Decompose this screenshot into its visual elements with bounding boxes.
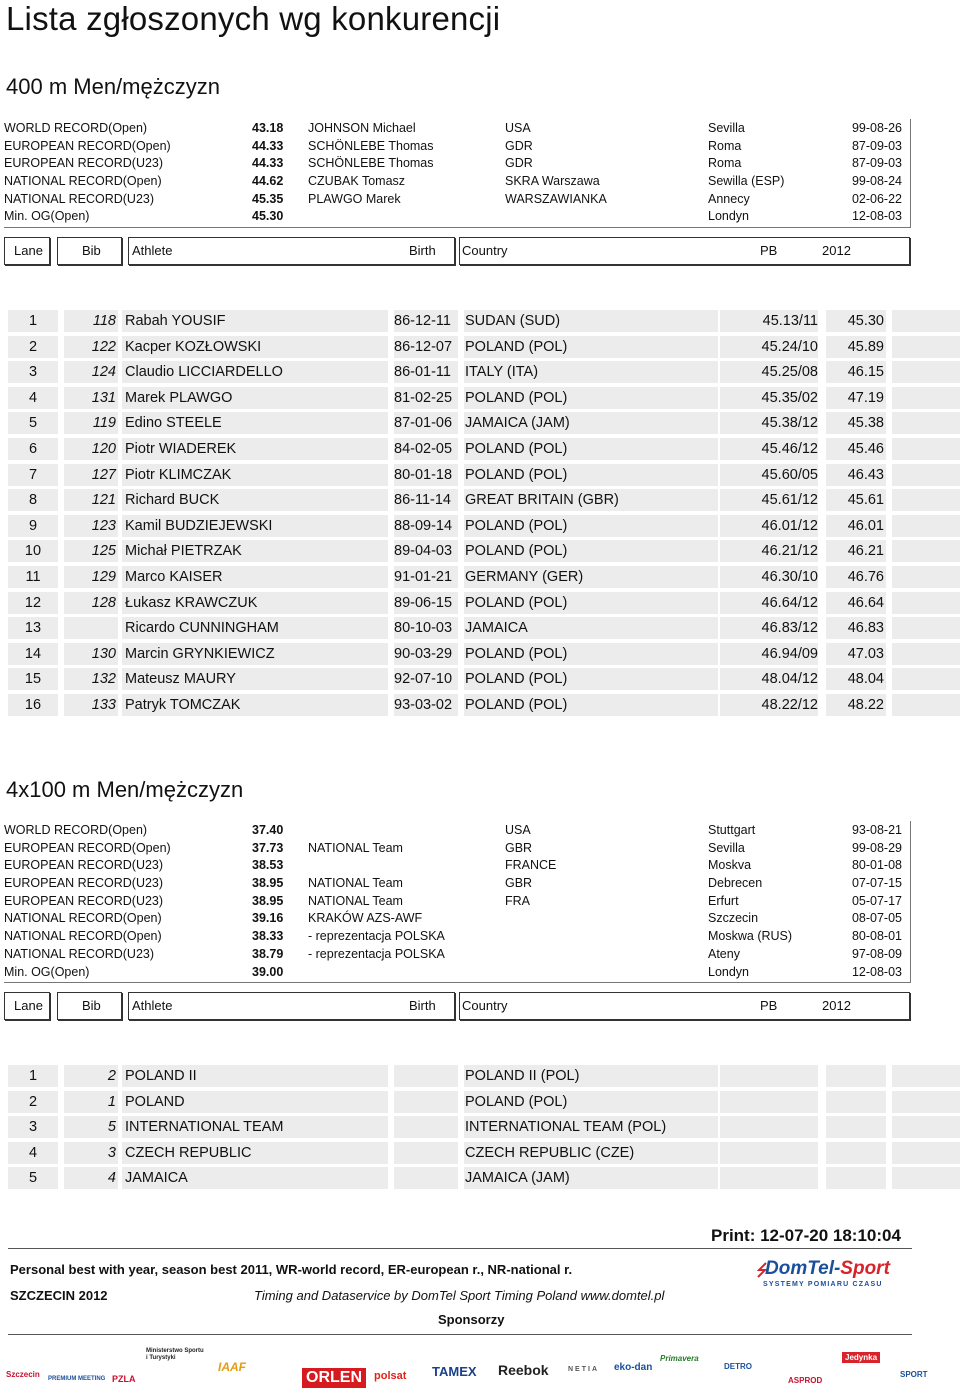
section-title-400m: 400 m Men/mężczyzn: [6, 74, 220, 99]
cell-lane: 10: [24, 543, 42, 560]
cell-sb: 47.19: [847, 389, 884, 406]
table-row: [8, 411, 960, 437]
cell-birth: 86-01-11: [394, 364, 451, 381]
record-row: Min. OG(Open) 39.00 Londyn 12-08-03: [4, 964, 902, 979]
sponsor-logo: Ministerstwo Sportu i Turystyki: [146, 1348, 204, 1361]
cell-sb: [828, 1142, 884, 1164]
cell-birth: 86-11-14: [394, 492, 451, 509]
table-row: [8, 591, 960, 617]
cell-pb: 45.46/12: [761, 440, 818, 457]
record-row: EUROPEAN RECORD(U23) 38.95 NATIONAL Team GBR Debrecen 07-07-15: [4, 876, 902, 891]
cell-name: Marco KAISER: [125, 568, 223, 585]
cell-pb: [720, 1065, 818, 1087]
cell-pb: [720, 1091, 818, 1113]
print-timestamp: Print: 12-07-20 18:10:04: [711, 1226, 901, 1245]
cell-country: JAMAICA (JAM): [465, 415, 570, 432]
cell-country: GERMANY (GER): [465, 568, 584, 585]
cell-lane: 3: [28, 364, 38, 381]
table-row: [8, 616, 960, 642]
cell-sb: [828, 1065, 884, 1087]
cell-sb: 45.61: [847, 492, 884, 509]
cell-lane: 5: [28, 415, 38, 432]
cell-bib: 1: [107, 1093, 116, 1110]
header-bib: Bib: [57, 237, 122, 265]
cell-birth: 80-01-18: [394, 466, 453, 483]
timing-credit: Timing and Dataservice by DomTel Sport Timing Poland www.domtel.pl: [254, 1288, 665, 1303]
cell-birth: 91-01-21: [394, 568, 453, 585]
record-row: NATIONAL RECORD(U23) 38.79 - reprezentacja POLSKA Ateny 97-08-09: [4, 946, 902, 961]
cell-pb: [720, 1142, 818, 1164]
cell-sb: 46.83: [847, 620, 884, 637]
sponsor-logo: Szczecin: [6, 1370, 40, 1379]
cell-birth: 89-06-15: [394, 594, 453, 611]
sponsor-logo: NETIA: [568, 1366, 599, 1373]
cell-sb: 45.30: [847, 313, 884, 329]
cell-sb: 46.01: [847, 517, 884, 534]
cell-name: Kacper KOZŁOWSKI: [125, 338, 262, 355]
table-row: [8, 463, 960, 489]
table-row: [8, 386, 960, 412]
cell-name: Kamil BUDZIEJEWSKI: [125, 517, 273, 534]
cell-lane: 8: [28, 492, 38, 509]
record-row: NATIONAL RECORD(Open) 38.33 - reprezentacja POLSKA Moskwa (RUS) 80-08-01: [4, 929, 902, 944]
sponsor-logo: SPORT: [900, 1370, 928, 1379]
sponsor-logo: PZLA: [112, 1374, 136, 1384]
footer-divider: [8, 1248, 912, 1249]
cell-sb: [828, 1167, 884, 1189]
cell-country: POLAND (POL): [465, 645, 568, 662]
cell-pb: 46.64/12: [761, 594, 818, 611]
cell-country: POLAND (POL): [465, 466, 568, 483]
cell-sb: 46.64: [847, 594, 884, 611]
cell-name: POLAND: [125, 1093, 185, 1110]
record-row: WORLD RECORD(Open) 43.18 JOHNSON Michael USA Sevilla 99-08-26: [4, 121, 902, 135]
header-bib: Bib: [57, 992, 122, 1020]
cell-name: POLAND II: [125, 1068, 197, 1084]
table-row: [8, 360, 960, 386]
cell-birth: 81-02-25: [394, 389, 453, 406]
cell-name: Edino STEELE: [125, 415, 222, 432]
record-row: EUROPEAN RECORD(U23) 38.95 NATIONAL Team FRA Erfurt 05-07-17: [4, 893, 902, 908]
record-row: NATIONAL RECORD(Open) 39.16 KRAKÓW AZS-AWF Szczecin 08-07-05: [4, 911, 902, 926]
cell-bib: 2: [107, 1068, 116, 1084]
entries-table-400m: [8, 309, 960, 719]
table-row: [8, 309, 960, 335]
cell-lane: 2: [28, 338, 38, 355]
cell-country: POLAND (POL): [465, 696, 568, 713]
cell-birth: 89-04-03: [394, 543, 453, 560]
cell-country: POLAND (POL): [465, 517, 568, 534]
sponsor-logo: IAAF: [218, 1360, 246, 1374]
cell-country: POLAND (POL): [465, 440, 568, 457]
sponsor-logo: ORLEN: [302, 1368, 366, 1388]
cell-sb: [828, 1116, 884, 1138]
cell-bib: 130: [91, 645, 116, 662]
sponsor-logo: DETRO: [724, 1362, 752, 1371]
table-row: [8, 1090, 960, 1116]
cell-lane: 9: [28, 517, 38, 534]
cell-pb: 45.25/08: [761, 364, 818, 381]
cell-name: Richard BUCK: [125, 492, 220, 509]
cell-name: JAMAICA: [125, 1170, 188, 1187]
header-athlete-birth: Athlete Birth: [128, 237, 455, 265]
cell-country: POLAND (POL): [465, 1093, 568, 1110]
cell-pb: 46.01/12: [761, 517, 818, 534]
column-header-4x100m: [4, 992, 910, 1018]
cell-sb: 46.15: [847, 364, 884, 381]
sponsors-label: Sponsorzy: [438, 1312, 505, 1327]
record-row: NATIONAL RECORD(Open) 44.62 CZUBAK Tomasz SKRA Warszawa Sewilla (ESP) 99-08-24: [4, 174, 902, 189]
cell-birth: 88-09-14: [394, 517, 453, 534]
sponsor-logo: Primavera: [660, 1354, 699, 1363]
cell-lane: 14: [24, 645, 42, 662]
cell-pb: 45.38/12: [761, 415, 818, 432]
cell-birth: 84-02-05: [394, 440, 453, 457]
cell-country: ITALY (ITA): [465, 364, 539, 381]
header-country-pb: Country PB 2012: [459, 237, 910, 265]
cell-birth: 92-07-10: [394, 671, 453, 688]
cell-name: Marek PLAWGO: [125, 389, 233, 406]
cell-bib: 118: [92, 313, 116, 329]
cell-name: CZECH REPUBLIC: [125, 1144, 252, 1161]
cell-name: Mateusz MAURY: [125, 671, 236, 688]
table-row: [8, 335, 960, 361]
table-row: [8, 437, 960, 463]
cell-lane: 16: [24, 696, 42, 713]
cell-sb: 45.46: [847, 440, 884, 457]
cell-country: JAMAICA (JAM): [465, 1170, 570, 1187]
cell-name: Claudio LICCIARDELLO: [125, 364, 283, 381]
cell-bib: 125: [91, 543, 116, 560]
cell-sb: 46.76: [847, 568, 884, 585]
cell-sb: [828, 1091, 884, 1113]
cell-bib: 131: [91, 389, 116, 406]
cell-birth: 86-12-11: [394, 313, 451, 329]
sponsor-logo: eko-dan: [614, 1362, 653, 1373]
cell-bib: 123: [91, 517, 116, 534]
record-row: EUROPEAN RECORD(U23) 44.33 SCHÖNLEBE Thomas GDR Roma 87-09-03: [4, 156, 902, 171]
cell-lane: 1: [28, 313, 38, 329]
sponsor-logo: ASPROD: [788, 1376, 823, 1385]
table-row: [8, 488, 960, 514]
cell-pb: [720, 1167, 818, 1189]
cell-sb: 46.43: [847, 466, 884, 483]
cell-name: Patryk TOMCZAK: [125, 696, 241, 713]
entries-table-4x100m: [8, 1064, 960, 1192]
footer-divider: [8, 1334, 912, 1335]
page-title: Lista zgłoszonych wg konkurencji: [6, 0, 501, 37]
cell-sb: 45.89: [847, 338, 884, 355]
header-athlete-birth: Athlete Birth: [128, 992, 455, 1020]
cell-sb: 48.22: [847, 696, 884, 713]
record-row: Min. OG(Open) 45.30 Londyn 12-08-03: [4, 209, 902, 224]
cell-bib: 4: [107, 1170, 116, 1187]
cell-country: CZECH REPUBLIC (CZE): [465, 1144, 635, 1161]
cell-lane: 1: [28, 1068, 38, 1084]
cell-pb: 45.24/10: [761, 338, 818, 355]
cell-bib: 128: [91, 594, 116, 611]
header-lane: Lane: [4, 237, 50, 265]
cell-sb: 47.03: [847, 645, 884, 662]
table-row: [8, 693, 960, 719]
cell-pb: [720, 1116, 818, 1138]
cell-sb: 45.38: [847, 415, 884, 432]
cell-bib: 124: [91, 364, 116, 381]
cell-name: Łukasz KRAWCZUK: [125, 594, 258, 611]
table-row: [8, 667, 960, 693]
cell-name: Rabah YOUSIF: [125, 313, 226, 329]
cell-birth: 93-03-02: [394, 696, 453, 713]
cell-pb: 45.60/05: [761, 466, 818, 483]
cell-pb: 48.22/12: [761, 696, 818, 713]
cell-country: POLAND (POL): [465, 338, 568, 355]
cell-birth: 86-12-07: [394, 338, 453, 355]
cell-pb: 46.94/09: [761, 645, 818, 662]
cell-lane: 4: [28, 1144, 38, 1161]
cell-pb: 46.21/12: [761, 543, 818, 560]
cell-sb: 46.21: [847, 543, 884, 560]
cell-pb: 46.83/12: [761, 620, 818, 637]
cell-pb: 45.35/02: [761, 389, 818, 406]
cell-lane: 11: [25, 568, 41, 585]
cell-country: INTERNATIONAL TEAM (POL): [465, 1119, 667, 1136]
cell-pb: 45.13/11: [762, 313, 818, 329]
cell-bib: 120: [91, 440, 116, 457]
cell-birth: 80-10-03: [394, 620, 453, 637]
sponsor-logo: Reebok: [498, 1362, 549, 1378]
cell-name: Marcin GRYNKIEWICZ: [125, 645, 275, 662]
table-row: [8, 514, 960, 540]
cell-lane: 5: [28, 1170, 38, 1187]
cell-lane: 15: [24, 671, 42, 688]
sponsor-logos: [0, 1340, 960, 1396]
legend-text: Personal best with year, season best 2011, WR-world record, ER-european r., NR-national r.: [10, 1262, 573, 1277]
record-row: EUROPEAN RECORD(U23) 38.53 FRANCE Moskva 80-01-08: [4, 858, 902, 873]
cell-pb: 48.04/12: [761, 671, 818, 688]
event-city: SZCZECIN 2012: [10, 1288, 108, 1303]
cell-pb: 45.61/12: [761, 492, 818, 509]
cell-bib: 3: [107, 1144, 116, 1161]
domtel-logo: DomTel-Sport SYSTEMY POMIARU CZASU: [757, 1258, 905, 1294]
cell-name: Piotr WIADEREK: [125, 440, 237, 457]
cell-bib: 122: [91, 338, 116, 355]
cell-name: INTERNATIONAL TEAM: [125, 1119, 284, 1136]
cell-bib: 133: [91, 696, 116, 713]
sponsor-logo: PREMIUM MEETING: [48, 1376, 106, 1382]
record-row: EUROPEAN RECORD(Open) 37.73 NATIONAL Team GBR Sevilla 99-08-29: [4, 840, 902, 855]
cell-bib: 121: [91, 492, 116, 509]
cell-name: Michał PIETRZAK: [125, 543, 242, 560]
table-row: [8, 1115, 960, 1141]
cell-lane: 3: [28, 1119, 38, 1136]
cell-country: POLAND (POL): [465, 389, 568, 406]
table-row: [8, 565, 960, 591]
cell-country: POLAND (POL): [465, 671, 568, 688]
record-row: NATIONAL RECORD(U23) 45.35 PLAWGO Marek WARSZAWIANKA Annecy 02-06-22: [4, 191, 902, 206]
cell-country: GREAT BRITAIN (GBR): [465, 492, 619, 509]
cell-lane: 13: [24, 620, 42, 637]
cell-birth: 87-01-06: [394, 415, 453, 432]
header-lane: Lane: [4, 992, 50, 1020]
table-row: [8, 1141, 960, 1167]
records-table-400m: [4, 120, 910, 226]
cell-bib: 119: [92, 415, 116, 432]
table-row: [8, 539, 960, 565]
table-row: [8, 1064, 960, 1090]
cell-lane: 2: [28, 1093, 38, 1110]
records-table-4x100m: [4, 822, 910, 981]
cell-bib: 132: [91, 671, 116, 688]
cell-sb: 48.04: [847, 671, 884, 688]
cell-country: JAMAICA: [465, 620, 528, 637]
table-row: [8, 642, 960, 668]
cell-lane: 7: [28, 466, 38, 483]
record-row: WORLD RECORD(Open) 37.40 USA Stuttgart 93-08-21: [4, 823, 902, 837]
cell-lane: 4: [28, 389, 38, 406]
cell-country: POLAND (POL): [465, 594, 568, 611]
sponsor-logo: polsat: [374, 1370, 407, 1382]
cell-country: SUDAN (SUD): [465, 313, 561, 329]
sponsor-logo: Jedynka: [842, 1352, 880, 1363]
header-country-pb: Country PB 2012: [459, 992, 910, 1020]
column-header-400m: [4, 237, 910, 263]
cell-bib: [64, 617, 116, 639]
cell-lane: 6: [28, 440, 38, 457]
section-title-4x100m: 4x100 m Men/mężczyzn: [6, 777, 244, 802]
cell-name: Ricardo CUNNINGHAM: [125, 620, 279, 637]
cell-pb: 46.30/10: [761, 568, 818, 585]
record-row: EUROPEAN RECORD(Open) 44.33 SCHÖNLEBE Thomas GDR Roma 87-09-03: [4, 138, 902, 153]
sponsor-logo: TAMEX: [432, 1364, 477, 1379]
cell-lane: 12: [24, 594, 42, 611]
cell-name: Piotr KLIMCZAK: [125, 466, 232, 483]
cell-country: POLAND (POL): [465, 543, 568, 560]
cell-country: POLAND II (POL): [465, 1068, 580, 1084]
cell-bib: 127: [91, 466, 116, 483]
table-row: [8, 1166, 960, 1192]
cell-birth: 90-03-29: [394, 645, 453, 662]
cell-bib: 5: [107, 1119, 116, 1136]
cell-bib: 129: [91, 568, 116, 585]
